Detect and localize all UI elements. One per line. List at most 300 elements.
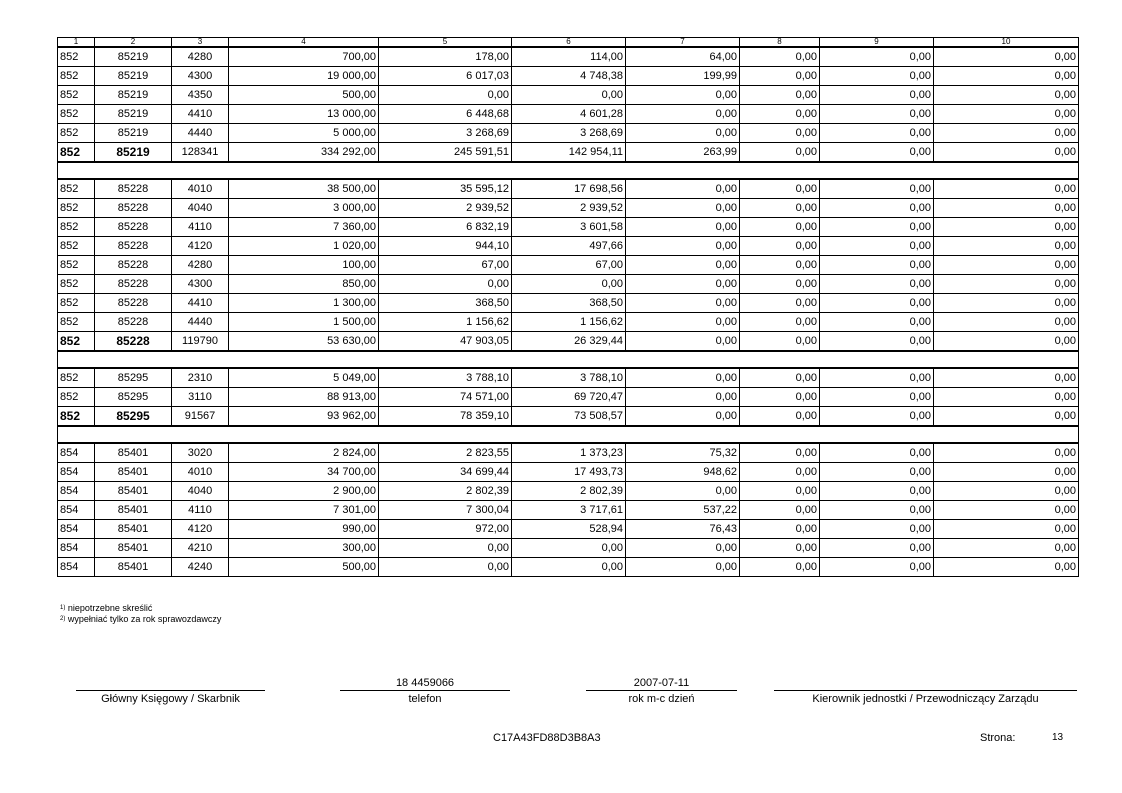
column-header: 2 <box>95 38 172 48</box>
table-cell: 0,00 <box>740 294 820 313</box>
signature-manager-caption: Kierownik jednostki / Przewodniczący Zarządu <box>812 693 1039 705</box>
table-cell: 0,00 <box>379 539 512 558</box>
table-cell: 35 595,12 <box>379 179 512 199</box>
table-cell: 700,00 <box>229 47 379 67</box>
table-cell: 4410 <box>172 105 229 124</box>
subtotal-cell: 0,00 <box>820 407 934 427</box>
table-cell: 2 823,55 <box>379 443 512 463</box>
table-cell: 85401 <box>95 482 172 501</box>
footnote-2-mark: 2) <box>60 616 66 622</box>
table-cell: 0,00 <box>740 47 820 67</box>
table-cell: 0,00 <box>934 124 1079 143</box>
table-cell: 7 301,00 <box>229 501 379 520</box>
table-cell: 4280 <box>172 47 229 67</box>
document-code: C17A43FD88D3B8A3 <box>493 732 601 744</box>
table-cell: 4240 <box>172 558 229 577</box>
table-cell: 0,00 <box>626 86 740 105</box>
subtotal-cell: 26 329,44 <box>512 332 626 352</box>
table-cell: 17 493,73 <box>512 463 626 482</box>
subtotal-cell: 73 508,57 <box>512 407 626 427</box>
subtotal-cell: 0,00 <box>820 143 934 163</box>
subtotal-cell: 85228 <box>95 332 172 352</box>
table-cell: 0,00 <box>820 199 934 218</box>
table-cell: 4010 <box>172 463 229 482</box>
table-cell: 0,00 <box>740 520 820 539</box>
column-header: 3 <box>172 38 229 48</box>
table-row <box>58 463 1079 482</box>
table-cell: 1 500,00 <box>229 313 379 332</box>
table-cell: 4280 <box>172 256 229 275</box>
table-cell: 0,00 <box>740 482 820 501</box>
table-cell: 85401 <box>95 539 172 558</box>
table-cell: 4350 <box>172 86 229 105</box>
group-separator <box>58 162 1079 179</box>
table-cell: 500,00 <box>229 86 379 105</box>
table-cell: 0,00 <box>379 86 512 105</box>
table-cell: 0,00 <box>820 218 934 237</box>
subtotal-row <box>58 332 1079 352</box>
table-cell: 852 <box>58 368 95 388</box>
table-cell: 528,94 <box>512 520 626 539</box>
page-label: Strona: <box>980 732 1016 744</box>
subtotal-cell: 0,00 <box>820 332 934 352</box>
table-row <box>58 501 1079 520</box>
table-cell: 85401 <box>95 558 172 577</box>
table-cell: 0,00 <box>626 105 740 124</box>
table-cell: 0,00 <box>820 558 934 577</box>
table-cell: 854 <box>58 520 95 539</box>
subtotal-cell: 852 <box>58 407 95 427</box>
table-row <box>58 443 1079 463</box>
table-cell: 0,00 <box>934 482 1079 501</box>
table-cell: 0,00 <box>740 124 820 143</box>
subtotal-cell: 0,00 <box>934 407 1079 427</box>
subtotal-cell: 0,00 <box>626 407 740 427</box>
table-cell: 17 698,56 <box>512 179 626 199</box>
table-cell: 85228 <box>95 313 172 332</box>
table-cell: 0,00 <box>512 275 626 294</box>
group-separator <box>58 426 1079 443</box>
table-cell: 852 <box>58 199 95 218</box>
phone-caption: telefon <box>408 693 442 705</box>
table-cell: 75,32 <box>626 443 740 463</box>
table-row <box>58 124 1079 143</box>
table-cell: 0,00 <box>740 313 820 332</box>
table-cell: 0,00 <box>626 237 740 256</box>
subtotal-cell: 0,00 <box>934 143 1079 163</box>
table-cell: 85228 <box>95 256 172 275</box>
table-cell: 85219 <box>95 124 172 143</box>
table-cell: 852 <box>58 256 95 275</box>
table-cell: 0,00 <box>626 199 740 218</box>
table-cell: 85219 <box>95 105 172 124</box>
table-cell: 4110 <box>172 218 229 237</box>
table-cell: 100,00 <box>229 256 379 275</box>
table-cell: 0,00 <box>934 520 1079 539</box>
table-cell: 852 <box>58 388 95 407</box>
table-row <box>58 218 1079 237</box>
table-row <box>58 368 1079 388</box>
subtotal-cell: 263,99 <box>626 143 740 163</box>
table-cell: 852 <box>58 86 95 105</box>
subtotal-cell: 142 954,11 <box>512 143 626 163</box>
table-cell: 0,00 <box>934 501 1079 520</box>
table-row <box>58 520 1079 539</box>
table-cell: 0,00 <box>740 368 820 388</box>
table-cell: 0,00 <box>626 179 740 199</box>
table-cell: 944,10 <box>379 237 512 256</box>
table-cell: 0,00 <box>740 179 820 199</box>
table-cell: 852 <box>58 47 95 67</box>
table-cell: 0,00 <box>626 558 740 577</box>
table-cell: 3 268,69 <box>379 124 512 143</box>
table-cell: 4300 <box>172 275 229 294</box>
table-cell: 852 <box>58 275 95 294</box>
table-cell: 1 300,00 <box>229 294 379 313</box>
table-cell: 0,00 <box>820 179 934 199</box>
table-cell: 85401 <box>95 443 172 463</box>
table-row <box>58 388 1079 407</box>
table-cell: 4040 <box>172 482 229 501</box>
subtotal-cell: 47 903,05 <box>379 332 512 352</box>
table-cell: 3 268,69 <box>512 124 626 143</box>
table-row <box>58 179 1079 199</box>
table-cell: 0,00 <box>934 47 1079 67</box>
table-cell: 0,00 <box>626 388 740 407</box>
table-cell: 4040 <box>172 199 229 218</box>
subtotal-row <box>58 143 1079 163</box>
subtotal-cell: 0,00 <box>934 332 1079 352</box>
table-cell: 85228 <box>95 199 172 218</box>
subtotal-cell: 0,00 <box>740 407 820 427</box>
subtotal-cell: 0,00 <box>740 332 820 352</box>
table-cell: 0,00 <box>934 199 1079 218</box>
table-row <box>58 313 1079 332</box>
table-cell: 0,00 <box>740 501 820 520</box>
table-cell: 852 <box>58 105 95 124</box>
table-cell: 0,00 <box>740 388 820 407</box>
table-cell: 0,00 <box>934 275 1079 294</box>
table-cell: 7 360,00 <box>229 218 379 237</box>
subtotal-cell: 334 292,00 <box>229 143 379 163</box>
subtotal-cell: 0,00 <box>740 143 820 163</box>
table-cell: 854 <box>58 501 95 520</box>
table-cell: 0,00 <box>379 275 512 294</box>
table-cell: 0,00 <box>934 105 1079 124</box>
table-cell: 1 373,23 <box>512 443 626 463</box>
table-cell: 0,00 <box>934 539 1079 558</box>
table-cell: 19 000,00 <box>229 67 379 86</box>
table-cell: 85295 <box>95 388 172 407</box>
subtotal-cell: 852 <box>58 143 95 163</box>
table-cell: 368,50 <box>512 294 626 313</box>
table-cell: 4300 <box>172 67 229 86</box>
table-cell: 7 300,04 <box>379 501 512 520</box>
table-row <box>58 105 1079 124</box>
signature-accountant-value <box>76 676 265 690</box>
table-cell: 85228 <box>95 237 172 256</box>
table-cell: 0,00 <box>934 67 1079 86</box>
table-cell: 300,00 <box>229 539 379 558</box>
table-cell: 0,00 <box>740 199 820 218</box>
table-cell: 0,00 <box>820 47 934 67</box>
subtotal-cell: 128341 <box>172 143 229 163</box>
separator-cell <box>58 426 1079 443</box>
table-cell: 85219 <box>95 47 172 67</box>
table-cell: 0,00 <box>934 368 1079 388</box>
table-cell: 0,00 <box>934 443 1079 463</box>
table-cell: 0,00 <box>820 124 934 143</box>
table-cell: 368,50 <box>379 294 512 313</box>
table-cell: 4440 <box>172 124 229 143</box>
table-cell: 2 824,00 <box>229 443 379 463</box>
table-cell: 854 <box>58 443 95 463</box>
table-row <box>58 47 1079 67</box>
column-header: 9 <box>820 38 934 48</box>
table-cell: 0,00 <box>626 256 740 275</box>
column-header: 10 <box>934 38 1079 48</box>
table-row <box>58 539 1079 558</box>
table-cell: 4010 <box>172 179 229 199</box>
table-cell: 0,00 <box>740 539 820 558</box>
table-cell: 74 571,00 <box>379 388 512 407</box>
table-cell: 852 <box>58 179 95 199</box>
table-cell: 0,00 <box>740 105 820 124</box>
table-cell: 4 748,38 <box>512 67 626 86</box>
table-cell: 2 802,39 <box>379 482 512 501</box>
table-cell: 0,00 <box>820 256 934 275</box>
column-header: 8 <box>740 38 820 48</box>
table-cell: 854 <box>58 463 95 482</box>
table-row <box>58 482 1079 501</box>
column-header: 5 <box>379 38 512 48</box>
table-cell: 2 939,52 <box>379 199 512 218</box>
table-cell: 0,00 <box>820 463 934 482</box>
table-row <box>58 294 1079 313</box>
table-cell: 88 913,00 <box>229 388 379 407</box>
table-cell: 0,00 <box>934 388 1079 407</box>
table-cell: 0,00 <box>512 86 626 105</box>
table-cell: 0,00 <box>934 86 1079 105</box>
table-cell: 34 699,44 <box>379 463 512 482</box>
subtotal-cell: 91567 <box>172 407 229 427</box>
table-cell: 972,00 <box>379 520 512 539</box>
table-cell: 3 717,61 <box>512 501 626 520</box>
table-cell: 85228 <box>95 218 172 237</box>
subtotal-cell: 245 591,51 <box>379 143 512 163</box>
table-cell: 0,00 <box>934 463 1079 482</box>
table-cell: 0,00 <box>740 443 820 463</box>
table-cell: 0,00 <box>740 275 820 294</box>
table-cell: 0,00 <box>820 388 934 407</box>
date-caption: rok m-c dzień <box>628 693 695 705</box>
table-cell: 990,00 <box>229 520 379 539</box>
table-cell: 0,00 <box>820 313 934 332</box>
table-cell: 854 <box>58 482 95 501</box>
signature-accountant <box>76 676 265 707</box>
table-cell: 0,00 <box>740 218 820 237</box>
signature-manager <box>774 676 1077 707</box>
subtotal-cell: 85219 <box>95 143 172 163</box>
table-cell: 852 <box>58 294 95 313</box>
table-cell: 38 500,00 <box>229 179 379 199</box>
table-cell: 6 017,03 <box>379 67 512 86</box>
table-row <box>58 558 1079 577</box>
table-cell: 852 <box>58 237 95 256</box>
table-cell: 500,00 <box>229 558 379 577</box>
column-header: 6 <box>512 38 626 48</box>
table-cell: 85219 <box>95 67 172 86</box>
page-number: 13 <box>1052 732 1064 743</box>
table-cell: 85219 <box>95 86 172 105</box>
table-cell: 850,00 <box>229 275 379 294</box>
table-cell: 0,00 <box>820 520 934 539</box>
phone-value: 18 4459066 <box>395 677 455 689</box>
footnote-1-text: niepotrzebne skreślić <box>67 603 153 613</box>
table-cell: 3 788,10 <box>379 368 512 388</box>
table-cell: 0,00 <box>626 294 740 313</box>
table-cell: 0,00 <box>934 256 1079 275</box>
table-cell: 4440 <box>172 313 229 332</box>
table-cell: 5 000,00 <box>229 124 379 143</box>
table-row <box>58 199 1079 218</box>
table-cell: 0,00 <box>626 275 740 294</box>
table-cell: 852 <box>58 67 95 86</box>
footnote-1 <box>60 603 152 613</box>
table-cell: 0,00 <box>626 313 740 332</box>
separator-cell <box>58 162 1079 179</box>
table-cell: 0,00 <box>820 237 934 256</box>
table-cell: 0,00 <box>820 294 934 313</box>
table-cell: 6 832,19 <box>379 218 512 237</box>
table-cell: 6 448,68 <box>379 105 512 124</box>
table-cell: 199,99 <box>626 67 740 86</box>
table-cell: 0,00 <box>820 443 934 463</box>
table-cell: 854 <box>58 539 95 558</box>
table-cell: 34 700,00 <box>229 463 379 482</box>
table-cell: 497,66 <box>512 237 626 256</box>
table-cell: 13 000,00 <box>229 105 379 124</box>
table-cell: 0,00 <box>820 539 934 558</box>
table-cell: 0,00 <box>934 179 1079 199</box>
table-cell: 4120 <box>172 237 229 256</box>
table-cell: 85228 <box>95 294 172 313</box>
table-cell: 67,00 <box>512 256 626 275</box>
table-cell: 1 156,62 <box>379 313 512 332</box>
table-cell: 85295 <box>95 368 172 388</box>
table-cell: 0,00 <box>820 275 934 294</box>
table-cell: 4210 <box>172 539 229 558</box>
table-cell: 2 802,39 <box>512 482 626 501</box>
table-cell: 852 <box>58 218 95 237</box>
subtotal-cell: 85295 <box>95 407 172 427</box>
signature-date <box>586 676 737 707</box>
table-cell: 0,00 <box>934 237 1079 256</box>
table-cell: 2 900,00 <box>229 482 379 501</box>
date-value: 2007-07-11 <box>633 677 690 689</box>
table-cell: 85401 <box>95 463 172 482</box>
table-cell: 0,00 <box>626 124 740 143</box>
table-cell: 0,00 <box>820 86 934 105</box>
table-cell: 5 049,00 <box>229 368 379 388</box>
table-cell: 1 156,62 <box>512 313 626 332</box>
column-header: 1 <box>58 38 95 48</box>
table-cell: 0,00 <box>512 539 626 558</box>
table-cell: 4410 <box>172 294 229 313</box>
table-cell: 0,00 <box>934 294 1079 313</box>
table-cell: 0,00 <box>820 368 934 388</box>
table-row <box>58 67 1079 86</box>
subtotal-cell: 852 <box>58 332 95 352</box>
table-cell: 69 720,47 <box>512 388 626 407</box>
table-cell: 0,00 <box>740 463 820 482</box>
subtotal-cell: 78 359,10 <box>379 407 512 427</box>
table-cell: 3020 <box>172 443 229 463</box>
table-cell: 178,00 <box>379 47 512 67</box>
table-cell: 4 601,28 <box>512 105 626 124</box>
signature-manager-value <box>774 676 1077 690</box>
table-cell: 0,00 <box>740 558 820 577</box>
table-row <box>58 86 1079 105</box>
footnote-1-mark: 1) <box>60 605 66 611</box>
subtotal-cell: 53 630,00 <box>229 332 379 352</box>
table-cell: 0,00 <box>626 368 740 388</box>
table-cell: 0,00 <box>934 313 1079 332</box>
subtotal-cell: 119790 <box>172 332 229 352</box>
table-cell: 0,00 <box>740 67 820 86</box>
table-cell: 852 <box>58 124 95 143</box>
table-cell: 0,00 <box>512 558 626 577</box>
signature-phone <box>340 676 510 707</box>
table-cell: 0,00 <box>934 558 1079 577</box>
table-cell: 0,00 <box>379 558 512 577</box>
table-row <box>58 275 1079 294</box>
table-cell: 1 020,00 <box>229 237 379 256</box>
table-cell: 64,00 <box>626 47 740 67</box>
table-cell: 114,00 <box>512 47 626 67</box>
column-header: 7 <box>626 38 740 48</box>
column-header-row <box>58 38 1079 48</box>
table-row <box>58 237 1079 256</box>
table-cell: 85401 <box>95 520 172 539</box>
table-cell: 3110 <box>172 388 229 407</box>
separator-cell <box>58 351 1079 368</box>
footnote-2 <box>60 614 221 624</box>
table-cell: 85228 <box>95 275 172 294</box>
table-cell: 0,00 <box>820 501 934 520</box>
footnote-2-text: wypełniać tylko za rok sprawozdawczy <box>67 614 222 624</box>
table-cell: 0,00 <box>740 256 820 275</box>
table-cell: 4120 <box>172 520 229 539</box>
table-cell: 0,00 <box>820 482 934 501</box>
table-cell: 4110 <box>172 501 229 520</box>
table-cell: 0,00 <box>820 105 934 124</box>
table-cell: 0,00 <box>626 482 740 501</box>
table-cell: 0,00 <box>626 539 740 558</box>
table-cell: 0,00 <box>820 67 934 86</box>
subtotal-row <box>58 407 1079 427</box>
subtotal-cell: 0,00 <box>626 332 740 352</box>
table-cell: 3 601,58 <box>512 218 626 237</box>
table-cell: 948,62 <box>626 463 740 482</box>
table-cell: 537,22 <box>626 501 740 520</box>
table-cell: 85228 <box>95 179 172 199</box>
table-cell: 0,00 <box>740 237 820 256</box>
table-cell: 0,00 <box>740 86 820 105</box>
table-cell: 0,00 <box>626 218 740 237</box>
table-cell: 854 <box>58 558 95 577</box>
table-cell: 3 788,10 <box>512 368 626 388</box>
